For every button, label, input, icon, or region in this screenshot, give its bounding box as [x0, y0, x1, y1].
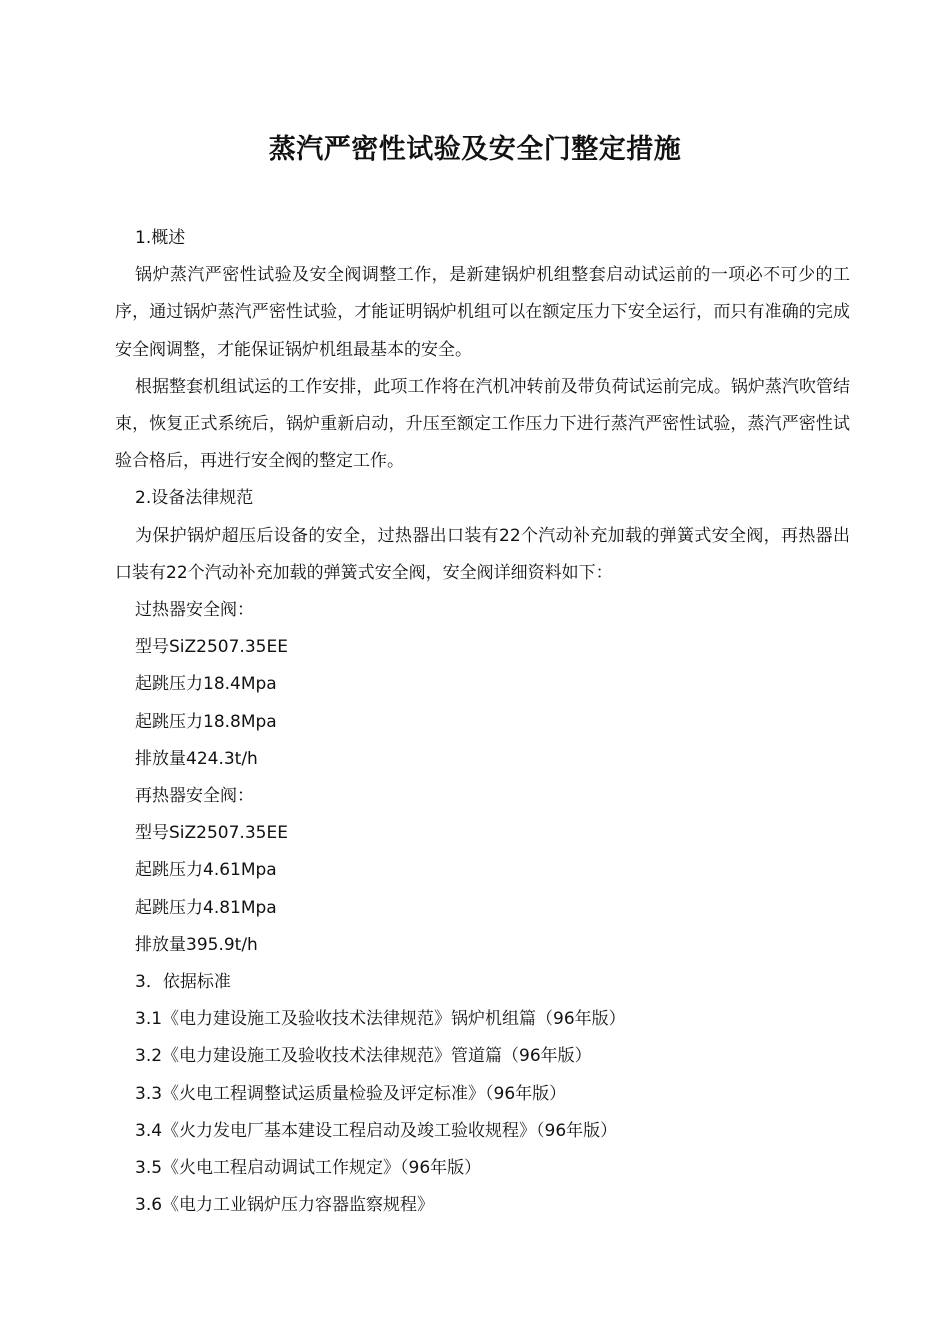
reheater-pressure-1: 起跳压力4.61Mpa: [135, 860, 277, 881]
section-heading-equipment: 2.设备法律规范: [135, 488, 254, 509]
standard-item: 3.6《电力工业锅炉压力容器监察规程》: [135, 1195, 435, 1216]
standard-item: 3.3《火电工程调整试运质量检验及评定标准》（96年版）: [135, 1083, 567, 1104]
reheater-discharge: 排放量395.9t/h: [135, 934, 258, 955]
standard-item: 3.2《电力建设施工及验收技术法律规范》管道篇（96年版）: [135, 1046, 592, 1067]
section-heading-overview: 1.概述: [135, 228, 186, 248]
paragraph-overview-2: 根据整套机组试运的工作安排，此项工作将在汽机冲转前及带负荷试运前完成。锅炉蒸汽吹管结束，恢复正式系统后，锅炉重新启动，升压至额定工作压力下进行蒸汽严密性试验，蒸汽严密性试验合格后，再进行安全阀的整定工作。: [115, 376, 850, 472]
standard-item: 3.4《火力发电厂基本建设工程启动及竣工验收规程》（96年版）: [135, 1120, 618, 1141]
superheater-heading: 过热器安全阀：: [135, 600, 254, 621]
superheater-pressure-2: 起跳压力18.8Mpa: [135, 711, 277, 732]
superheater-discharge: 排放量424.3t/h: [135, 748, 258, 769]
paragraph-equipment: 为保护锅炉超压后设备的安全，过热器出口装有22个汽动补充加载的弹簧式安全阀，再热器出口装有22个汽动补充加载的弹簧式安全阀，安全阀详细资料如下：: [115, 525, 850, 583]
reheater-model: 型号SiZ2507.35EE: [135, 823, 288, 844]
reheater-pressure-2: 起跳压力4.81Mpa: [135, 897, 277, 918]
document-body: [115, 220, 850, 1224]
superheater-pressure-1: 起跳压力18.4Mpa: [135, 674, 277, 695]
superheater-model: 型号SiZ2507.35EE: [135, 637, 288, 658]
standard-item: 3.5《火电工程启动调试工作规定》（96年版）: [135, 1158, 482, 1179]
reheater-heading: 再热器安全阀：: [135, 786, 254, 807]
standard-item: 3.1《电力建设施工及验收技术法律规范》锅炉机组篇（96年版）: [135, 1009, 626, 1030]
document-title: 蒸汽严密性试验及安全门整定措施: [268, 134, 682, 165]
paragraph-overview-1: 锅炉蒸汽严密性试验及安全阀调整工作，是新建锅炉机组整套启动试运前的一项必不可少的工序，通过锅炉蒸汽严密性试验，才能证明锅炉机组可以在额定压力下安全运行，而只有准确的完成安全阀调整，才能保证锅炉机组最基本的安全。: [115, 265, 850, 360]
section-heading-standards: 3．依据标准: [135, 972, 231, 993]
